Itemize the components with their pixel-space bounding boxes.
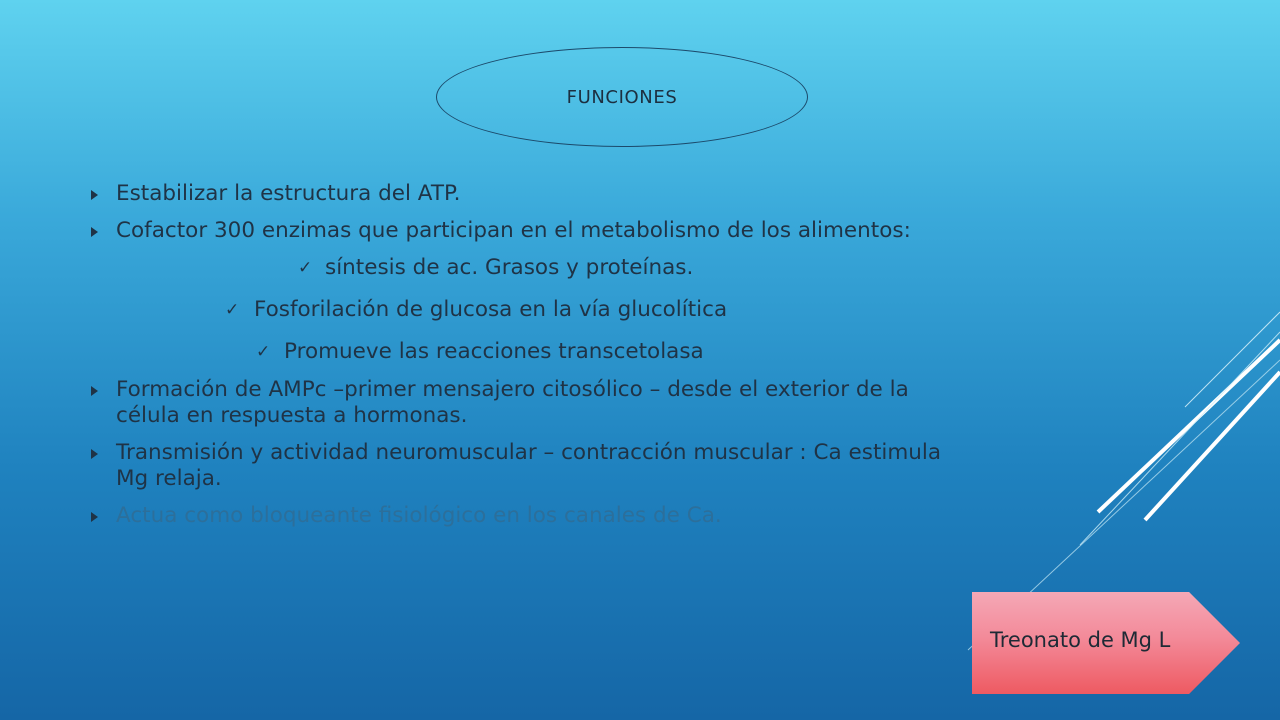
sub-item [88,297,968,323]
title-oval [436,47,808,147]
triangle-bullet-icon [91,512,98,522]
triangle-bullet-icon [91,386,98,396]
check-icon: ✓ [256,342,271,362]
bullet-text: Actua como bloqueante fisiológico en los canales de Ca. [116,503,722,528]
bullet-item [88,377,968,429]
sub-item [88,339,968,365]
sub-item-text: Fosforilación de glucosa en la vía glucolítica [254,297,728,322]
check-icon: ✓ [298,258,313,278]
bullet-list [88,181,968,540]
callout-label: Treonato de Mg L [990,628,1171,652]
sub-item-text: Promueve las reacciones transcetolasa [284,339,704,364]
triangle-bullet-icon [91,190,98,200]
bullet-text: Cofactor 300 enzimas que participan en el metabolismo de los alimentos: [116,218,911,243]
bullet-text: Estabilizar la estructura del ATP. [116,181,461,206]
bullet-text: Transmisión y actividad neuromuscular – contracción muscular : Ca estimula Mg relaja. [116,440,942,491]
bullet-item [88,218,968,244]
sub-item-text: síntesis de ac. Grasos y proteínas. [325,255,694,280]
check-icon: ✓ [225,300,240,320]
bullet-text: Formación de AMPc –primer mensajero citosólico – desde el exterior de la célula en respuesta a hormonas. [116,377,909,428]
triangle-bullet-icon [91,227,98,237]
slide-title: FUNCIONES [566,86,678,108]
bullet-item [88,181,968,207]
bullet-item [88,503,968,529]
bullet-item [88,440,968,492]
triangle-bullet-icon [91,449,98,459]
sub-item [88,255,968,281]
